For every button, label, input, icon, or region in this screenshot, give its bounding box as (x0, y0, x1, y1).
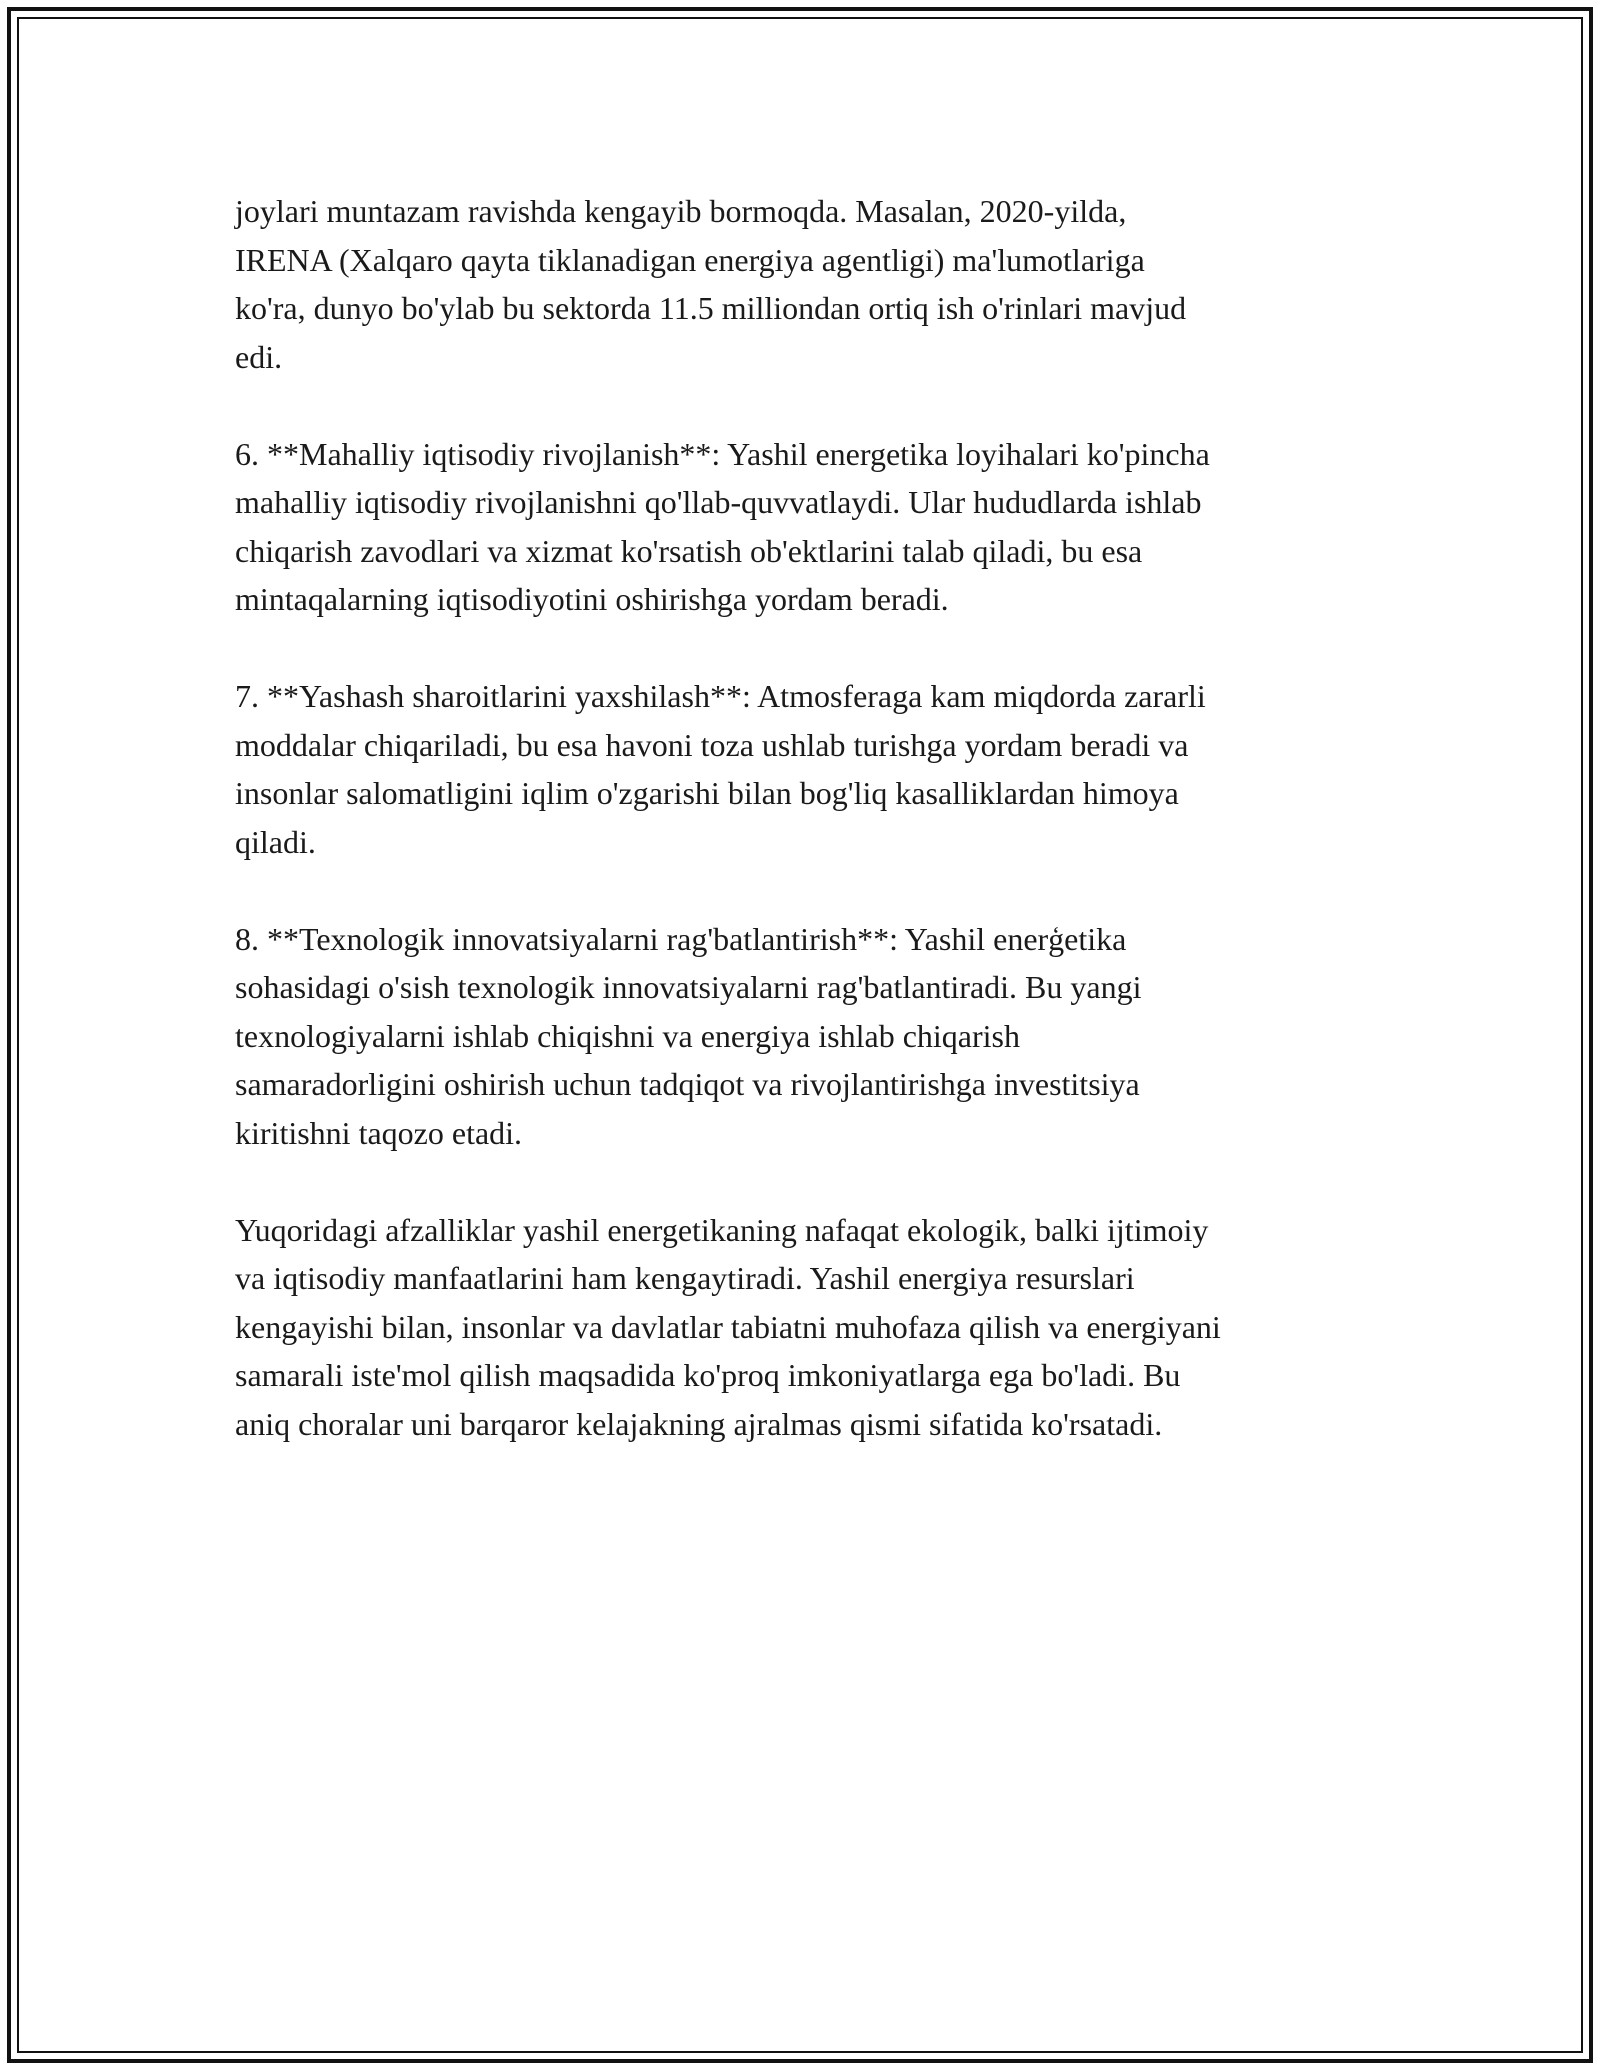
text-line: samaradorligini oshirish uchun tadqiqot va rivojlantirishga investitsiya (235, 1066, 1140, 1102)
text-line: 6. **Mahalliy iqtisodiy rivojlanish**: Yashil energetika loyihalari ko'pincha (235, 435, 1210, 472)
text-line: sohasidagi o'sish texnologik innovatsiyalarni rag'batlantiradi. Bu yangi (235, 969, 1142, 1005)
text-line: moddalar chiqariladi, bu esa havoni toza ushlab turishga yordam beradi va (235, 726, 1189, 763)
text-line: 7. **Yashash sharoitlarini yaxshilash**: Atmosferaga kam miqdorda zararli (235, 678, 1206, 714)
text-line: Yuqoridagi afzalliklar yashil energetikaning nafaqat ekologik, balki ijtimoiy (235, 1211, 1209, 1248)
text-line: va iqtisodiy manfaatlarini ham kengaytiradi. Yashil energiya resurslari (235, 1260, 1135, 1296)
text-line: joylari muntazam ravishda kengayib bormoqda. Masalan, 2020-yilda, (235, 193, 1127, 229)
text-line: IRENA (Xalqaro qayta tiklanadigan energiya agentligi) ma'lumotlariga (235, 241, 1145, 278)
paragraph-item-6-local-economic-development (235, 430, 1375, 624)
paragraph-item-8-technological-innovation (235, 915, 1375, 1158)
text-line: texnologiyalarni ishlab chiqishni va energiya ishlab chiqarish (235, 1017, 1020, 1054)
text-line: ko'ra, dunyo bo'ylab bu sektorda 11.5 milliondan ortiq ish o'rinlari mavjud (235, 290, 1187, 326)
paragraph-item-7-living-conditions (235, 672, 1375, 866)
text-line: kiritishni taqozo etadi. (235, 1114, 523, 1151)
text-line: mahalliy iqtisodiy rivojlanishni qo'llab-quvvatlaydi. Ular hududlarda ishlab (235, 484, 1202, 520)
text-line: mintaqalarning iqtisodiyotini oshirishga yordam beradi. (235, 581, 949, 617)
text-line: qiladi. (235, 823, 316, 860)
text-line: chiqarish zavodlari va xizmat ko'rsatish ob'ektlarini talab qiladi, bu esa (235, 532, 1143, 569)
text-line: aniq choralar uni barqaror kelajakning ajralmas qismi sifatida ko'rsatadi. (235, 1405, 1163, 1442)
paragraph-employment-continuation (235, 187, 1375, 381)
document-body (235, 187, 1375, 1497)
text-line: edi. (235, 338, 283, 375)
text-line: insonlar salomatligini iqlim o'zgarishi bilan bog'liq kasalliklardan himoya (235, 775, 1179, 811)
paragraph-conclusion (235, 1206, 1375, 1449)
text-line: 8. **Texnologik innovatsiyalarni rag'batlantirish**: Yashil enerģetika (235, 920, 1127, 957)
text-line: kengayishi bilan, insonlar va davlatlar tabiatni muhofaza qilish va energiyani (235, 1308, 1221, 1345)
text-line: samarali iste'mol qilish maqsadida ko'proq imkoniyatlarga ega bo'ladi. Bu (235, 1357, 1181, 1393)
